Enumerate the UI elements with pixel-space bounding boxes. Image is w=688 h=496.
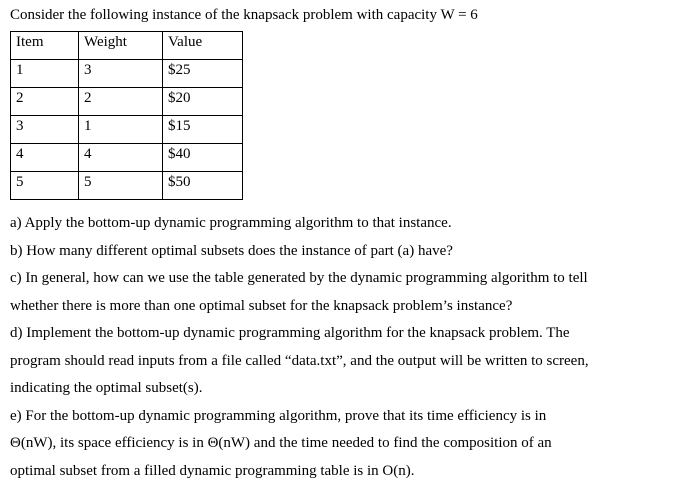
header-item: Item (11, 32, 79, 60)
question-e-line-3: optimal subset from a filled dynamic programming table is in O(n). (10, 462, 415, 479)
question-c-line-1: c) In general, how can we use the table generated by the dynamic programming algorithm to tell (10, 270, 588, 286)
knapsack-table (10, 31, 243, 200)
cell-item: 3 (11, 116, 79, 144)
cell-weight: 2 (79, 88, 163, 116)
question-d-line-3: indicating the optimal subset(s). (10, 380, 203, 396)
problem-intro: Consider the following instance of the knapsack problem with capacity W = 6 (10, 7, 478, 23)
table-row (11, 60, 243, 88)
cell-item: 1 (11, 60, 79, 88)
question-e-line-2: Θ(nW), its space efficiency is in Θ(nW) and the time needed to find the composition of an (10, 435, 552, 451)
question-d-line-2: program should read inputs from a file called “data.txt”, and the output will be written to screen, (10, 352, 589, 369)
table-row (11, 172, 243, 200)
cell-weight: 4 (79, 144, 163, 172)
question-a: a) Apply the bottom-up dynamic programming algorithm to that instance. (10, 215, 452, 231)
question-c-line-2: whether there is more than one optimal subset for the knapsack problem’s instance? (10, 297, 513, 314)
cell-value: $50 (163, 172, 243, 200)
header-weight: Weight (79, 32, 163, 60)
questions-list (10, 213, 682, 488)
cell-value: $20 (163, 88, 243, 116)
table-header-row (11, 32, 243, 60)
header-value: Value (163, 32, 243, 60)
cell-value: $15 (163, 116, 243, 144)
cell-weight: 3 (79, 60, 163, 88)
question-d-line-1: d) Implement the bottom-up dynamic programming algorithm for the knapsack problem. The (10, 325, 570, 341)
table-row (11, 144, 243, 172)
question-b: b) How many different optimal subsets does the instance of part (a) have? (10, 242, 453, 259)
cell-item: 2 (11, 88, 79, 116)
cell-value: $25 (163, 60, 243, 88)
question-e-line-1: e) For the bottom-up dynamic programming algorithm, prove that its time efficiency is in (10, 407, 547, 424)
cell-item: 5 (11, 172, 79, 200)
table-row (11, 88, 243, 116)
cell-item: 4 (11, 144, 79, 172)
cell-weight: 5 (79, 172, 163, 200)
cell-value: $40 (163, 144, 243, 172)
table-row (11, 116, 243, 144)
cell-weight: 1 (79, 116, 163, 144)
